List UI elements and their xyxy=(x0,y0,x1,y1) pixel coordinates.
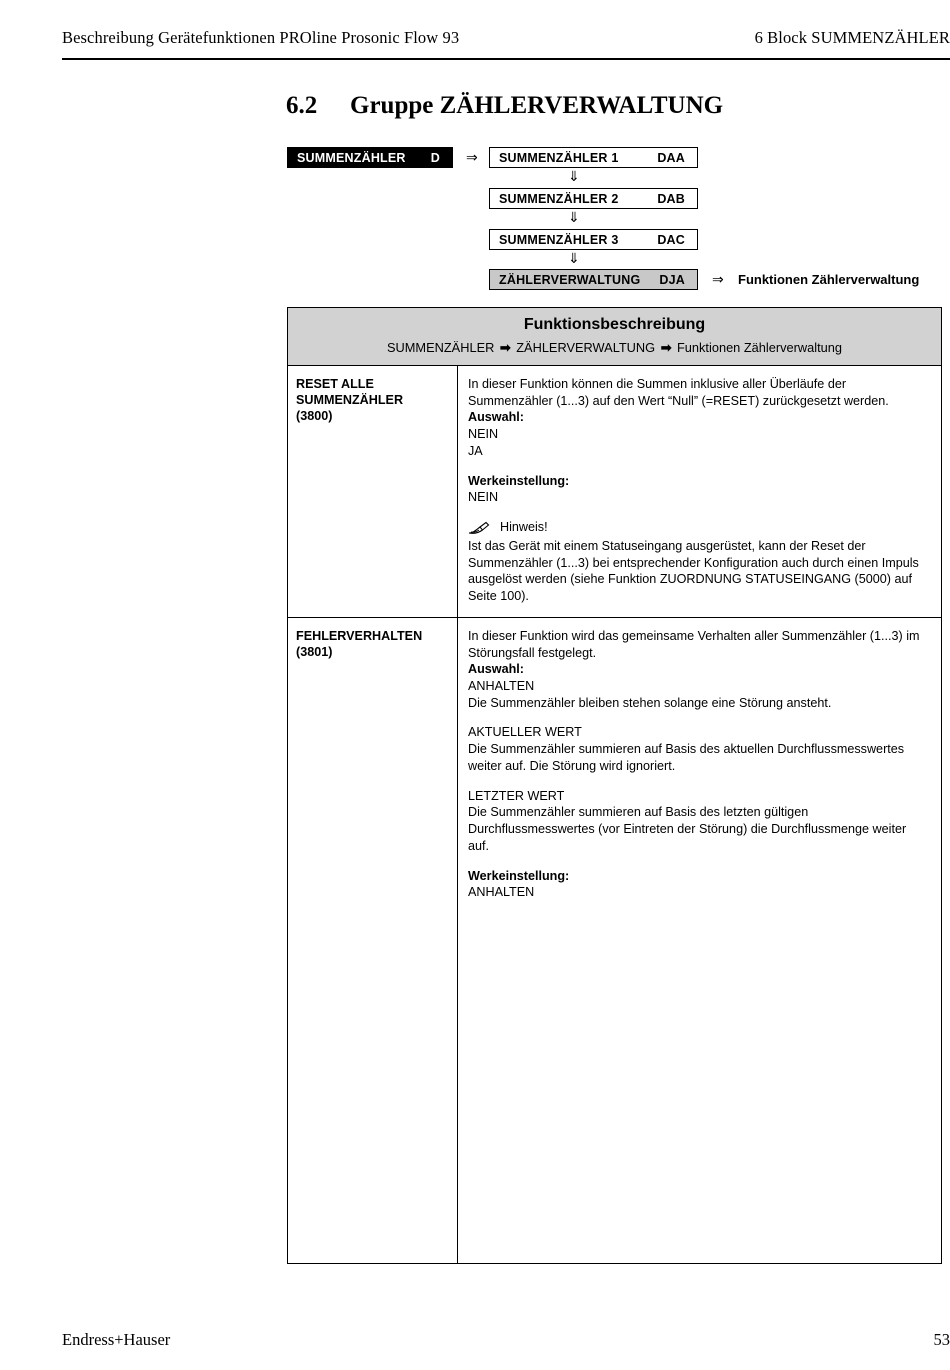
function-description-cell xyxy=(458,618,941,1263)
nav-box-label: SUMMENZÄHLER 1 xyxy=(499,150,619,165)
function-code: (3800) xyxy=(296,409,333,424)
auswahl-option-block xyxy=(468,724,929,774)
auswahl-label: Auswahl: xyxy=(468,662,524,677)
werkeinstellung-value: NEIN xyxy=(468,490,499,505)
function-name-cell xyxy=(288,366,458,617)
arrow-down-icon: ⇓ xyxy=(568,250,580,266)
function-name-line2: SUMMENZÄHLER xyxy=(296,393,404,408)
nav-box-code: DAB xyxy=(657,191,685,206)
auswahl-option: NEIN xyxy=(468,427,499,442)
auswahl-option-text: Die Summenzähler summieren auf Basis des letzten gültigen Durchflussmesswertes (vor Eintreten der Störung) die Durchflussmenge weiter auf. xyxy=(468,805,907,853)
nav-box-code: DJA xyxy=(659,272,685,287)
arrow-right-icon: ⇒ xyxy=(466,149,478,165)
nav-box-code: D xyxy=(430,150,440,165)
arrow-down-icon: ⇓ xyxy=(568,168,580,184)
werkeinstellung-label: Werkeinstellung: xyxy=(468,473,570,488)
function-intro-text: In dieser Funktion wird das gemeinsame Verhalten aller Summenzähler (1...3) im Störungsfall festgelegt. xyxy=(468,628,920,660)
nav-box-summenzaehler-1[interactable] xyxy=(489,147,698,168)
werkeinstellung-label: Werkeinstellung: xyxy=(468,868,570,883)
breadcrumb-arrow-icon: ➡ xyxy=(499,340,511,355)
nav-box-code: DAC xyxy=(657,232,685,247)
auswahl-option-block xyxy=(468,788,929,855)
breadcrumb-part-2: ZÄHLERVERWALTUNG xyxy=(516,340,656,355)
row-filler xyxy=(468,901,929,1251)
table-header xyxy=(288,308,941,366)
arrow-right-icon: ⇒ xyxy=(712,271,724,287)
auswahl-block xyxy=(468,661,929,711)
werkeinstellung-block xyxy=(468,473,929,506)
header-title-left: Beschreibung Gerätefunktionen PROline Prosonic Flow 93 xyxy=(62,28,460,47)
auswahl-option-title: LETZTER WERT xyxy=(468,788,565,803)
auswahl-option: JA xyxy=(468,443,483,458)
auswahl-option-text: Die Summenzähler bleiben stehen solange eine Störung ansteht. xyxy=(468,695,832,710)
function-name-line1: FEHLERVERHALTEN xyxy=(296,628,423,643)
hinweis-block xyxy=(468,519,929,605)
function-description-cell xyxy=(458,366,941,617)
hinweis-label: Hinweis! xyxy=(500,520,548,535)
auswahl-option-text: Die Summenzähler summieren auf Basis des aktuellen Durchflussmesswertes weiter auf. Die Störung wird ignoriert. xyxy=(468,742,905,773)
werkeinstellung-value: ANHALTEN xyxy=(468,885,535,900)
auswahl-block xyxy=(468,409,929,459)
nav-box-label: SUMMENZÄHLER 2 xyxy=(499,191,619,206)
breadcrumb-arrow-icon: ➡ xyxy=(660,340,672,355)
nav-box-label: ZÄHLERVERWALTUNG xyxy=(499,272,641,287)
table-row xyxy=(288,618,941,1263)
footer-page-number xyxy=(0,1330,950,1350)
hinweis-text: Ist das Gerät mit einem Statuseingang ausgerüstet, kann der Reset der Summenzähler (1...3) bei entsprechender Konfiguration auch durch einen Impuls ausgelöst werden (siehe Funktion ZUORDNUNG STATUSEINGANG (5000) auf Seite 100). xyxy=(468,538,919,604)
auswahl-option-title: ANHALTEN xyxy=(468,679,535,694)
werkeinstellung-block xyxy=(468,868,929,901)
arrow-down-icon: ⇓ xyxy=(568,209,580,225)
nav-box-summenzaehler-root[interactable] xyxy=(287,147,453,168)
breadcrumb-part-3: Funktionen Zählerverwaltung xyxy=(676,340,843,355)
page-title: Gruppe ZÄHLERVERWALTUNG xyxy=(350,92,724,119)
nav-box-summenzaehler-3[interactable] xyxy=(489,229,698,250)
function-code: (3801) xyxy=(296,644,333,659)
pencil-icon xyxy=(468,521,490,535)
navigation-map xyxy=(0,0,950,287)
auswahl-option-title: AKTUELLER WERT xyxy=(468,725,582,740)
table-row xyxy=(288,366,941,618)
hinweis-header xyxy=(468,519,929,536)
footer-company: Endress+Hauser xyxy=(62,1330,171,1349)
nav-box-label: SUMMENZÄHLER 3 xyxy=(499,232,619,247)
table-header-title: Funktionsbeschreibung xyxy=(523,316,706,333)
function-name-line1: RESET ALLE xyxy=(296,377,374,391)
breadcrumb-part-1: SUMMENZÄHLER xyxy=(386,340,495,355)
auswahl-label: Auswahl: xyxy=(468,410,524,425)
nav-box-label: SUMMENZÄHLER xyxy=(297,150,406,165)
function-intro-text: In dieser Funktion können die Summen inklusive aller Überläufe der Summenzähler (1...3) auf den Wert “Null” (=RESET) zurückgesetzt werden. xyxy=(468,377,889,408)
header-title-right: 6 Block SUMMENZÄHLER xyxy=(754,28,950,47)
table-breadcrumb xyxy=(292,340,937,356)
nav-box-code: DAA xyxy=(657,150,685,165)
section-number: 6.2 xyxy=(286,92,318,119)
nav-side-label: Funktionen Zählerverwaltung xyxy=(738,272,920,287)
nav-box-summenzaehler-2[interactable] xyxy=(489,188,698,209)
function-description-table xyxy=(287,307,942,1264)
function-name-cell xyxy=(288,618,458,1263)
page-number: 53 xyxy=(933,1330,950,1349)
nav-box-zaehlerverwaltung[interactable] xyxy=(489,269,698,290)
